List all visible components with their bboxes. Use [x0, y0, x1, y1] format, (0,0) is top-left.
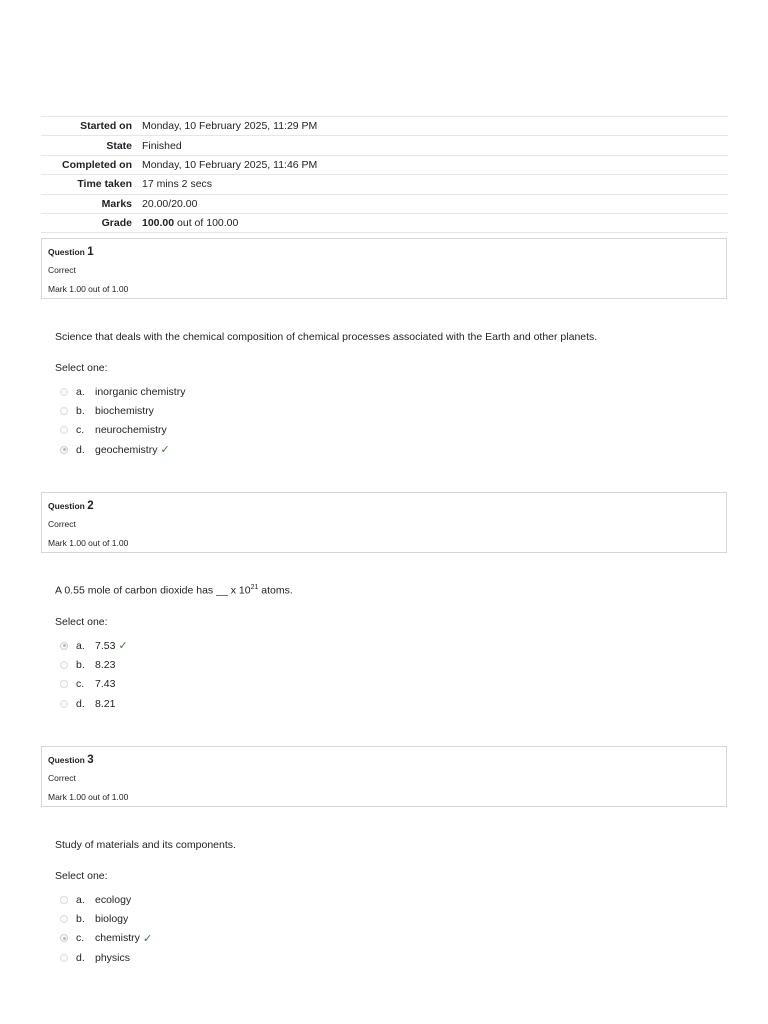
question-info-3: [41, 746, 727, 807]
answer-letter: d.: [76, 697, 85, 710]
answer-letter: b.: [76, 913, 85, 926]
summary-label: Time taken: [77, 178, 132, 191]
correct-check-icon: ✓: [160, 444, 170, 457]
question-info-2: [41, 492, 727, 553]
summary-value: Finished: [142, 139, 182, 152]
answer-text: neurochemistry: [95, 424, 167, 437]
answer-text: 7.43: [95, 678, 116, 691]
answer-letter: c.: [76, 678, 85, 691]
summary-value: Monday, 10 February 2025, 11:46 PM: [142, 158, 318, 171]
answer-text: chemistry: [95, 932, 140, 945]
answer-text: geochemistry: [95, 443, 158, 456]
question-grade: Mark 1.00 out of 1.00: [48, 284, 129, 294]
answer-text: physics: [95, 951, 131, 964]
summary-row-started-on: [41, 116, 728, 135]
answer-list: [60, 890, 152, 968]
answer-letter: a.: [76, 385, 85, 398]
summary-label: Grade: [101, 217, 132, 230]
radio-button[interactable]: [60, 388, 68, 396]
answer-text: inorganic chemistry: [95, 385, 186, 398]
question-text: Science that deals with the chemical composition of chemical processes associated with the Earth and other planets.: [55, 331, 598, 343]
answer-option[interactable]: [60, 929, 152, 948]
summary-value: 17 mins 2 secs: [142, 178, 213, 191]
question-number: Question 2: [48, 500, 94, 512]
radio-button[interactable]: [60, 954, 68, 962]
answer-option[interactable]: [60, 382, 185, 401]
correct-check-icon: ✓: [118, 640, 128, 653]
radio-button[interactable]: [60, 407, 68, 415]
exponent: 21: [250, 584, 259, 591]
summary-value: [142, 217, 238, 229]
summary-label: Completed on: [62, 158, 132, 171]
summary-label: Started on: [80, 120, 132, 133]
radio-button[interactable]: [60, 915, 68, 923]
radio-button[interactable]: [60, 426, 68, 434]
summary-label: State: [106, 139, 132, 152]
question-state: Correct: [48, 519, 76, 529]
radio-button-selected[interactable]: [60, 446, 68, 454]
answer-option[interactable]: [60, 675, 128, 694]
question-grade: Mark 1.00 out of 1.00: [48, 792, 129, 802]
question-text: A 0.55 mole of carbon dioxide has __ x $10^{21}$ atoms.: [55, 584, 293, 597]
radio-button[interactable]: [60, 661, 68, 669]
answer-option[interactable]: [60, 948, 152, 967]
radio-button[interactable]: [60, 700, 68, 708]
answer-list: [60, 636, 128, 714]
answer-text: 8.21: [95, 697, 116, 710]
answer-text: 8.23: [95, 659, 116, 672]
answer-letter: a.: [76, 639, 85, 652]
answer-option[interactable]: [60, 636, 128, 655]
answer-option[interactable]: [60, 694, 128, 713]
radio-button[interactable]: [60, 896, 68, 904]
question-number: Question 1: [48, 246, 94, 258]
answer-option[interactable]: [60, 909, 152, 928]
answer-letter: d.: [76, 443, 85, 456]
answer-letter: c.: [76, 932, 85, 945]
attempt-summary-table: [41, 116, 728, 233]
answer-text: ecology: [95, 893, 132, 906]
answer-text: biochemistry: [95, 405, 154, 418]
question-state: Correct: [48, 773, 76, 783]
answer-letter: b.: [76, 659, 85, 672]
radio-button[interactable]: [60, 680, 68, 688]
answer-letter: c.: [76, 424, 85, 437]
answer-option[interactable]: [60, 655, 128, 674]
select-one-prompt: Select one:: [55, 616, 108, 628]
question-number: Question 3: [48, 754, 94, 766]
grade-out-of: out of 100.00: [174, 217, 239, 230]
answer-letter: d.: [76, 951, 85, 964]
question-grade: Mark 1.00 out of 1.00: [48, 538, 129, 548]
answer-option[interactable]: [60, 401, 185, 420]
answer-text: 7.53: [95, 639, 116, 652]
answer-option[interactable]: [60, 421, 185, 440]
select-one-prompt: Select one:: [55, 870, 108, 882]
grade-value: 100.00: [142, 217, 175, 230]
summary-row-state: [41, 135, 728, 154]
summary-row-time-taken: [41, 174, 728, 193]
answer-text: biology: [95, 913, 129, 926]
question-state: Correct: [48, 265, 76, 275]
question-text: Study of materials and its components.: [55, 839, 236, 851]
select-one-prompt: Select one:: [55, 362, 108, 374]
summary-row-completed-on: [41, 155, 728, 174]
answer-list: [60, 382, 185, 460]
answer-letter: a.: [76, 893, 85, 906]
radio-button-selected[interactable]: [60, 642, 68, 650]
correct-check-icon: ✓: [142, 932, 153, 945]
summary-value: 20.00/20.00: [142, 197, 198, 210]
answer-option[interactable]: [60, 890, 152, 909]
summary-row-grade: [41, 213, 728, 233]
summary-value: Monday, 10 February 2025, 11:29 PM: [142, 120, 318, 133]
answer-letter: b.: [76, 405, 85, 418]
answer-option[interactable]: [60, 440, 185, 459]
question-info-1: [41, 238, 727, 299]
radio-button-selected[interactable]: [60, 934, 68, 942]
summary-row-marks: [41, 194, 728, 213]
summary-label: Marks: [101, 197, 132, 210]
